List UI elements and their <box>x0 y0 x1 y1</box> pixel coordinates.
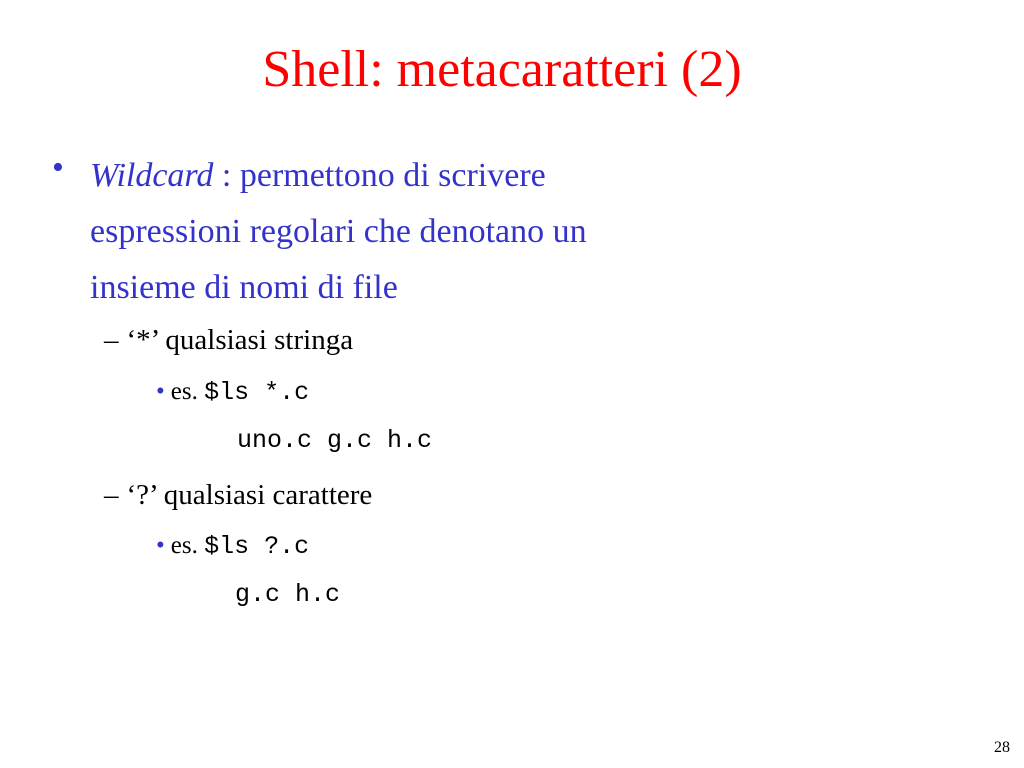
main-bullet-line-1-rest: : permettono di scrivere <box>213 157 546 194</box>
example-question <box>156 530 309 563</box>
example-command: $ls *.c <box>204 378 310 407</box>
wildcard-term: Wildcard <box>90 157 214 194</box>
sub-item-question-label: ‘?’ qualsiasi carattere <box>126 479 373 511</box>
bullet-icon: • <box>156 378 165 405</box>
dash-icon: – <box>104 479 119 511</box>
sub-item-star <box>104 322 353 358</box>
page-number: 28 <box>994 739 1010 756</box>
example-output: g.c h.c <box>235 580 341 609</box>
example-prefix: es. <box>170 532 198 559</box>
example-command: $ls ?.c <box>204 532 310 561</box>
example-prefix: es. <box>170 378 198 405</box>
example-output: uno.c g.c h.c <box>237 426 433 455</box>
main-bullet-line-2: espressioni regolari che denotano un <box>90 213 587 250</box>
bullet-icon: • <box>52 149 64 186</box>
sub-item-question <box>104 477 372 513</box>
bullet-icon: • <box>156 532 165 559</box>
example-star <box>156 376 309 409</box>
dash-icon: – <box>104 324 119 356</box>
main-bullet <box>90 148 810 316</box>
sub-item-star-label: ‘*’ qualsiasi stringa <box>126 324 354 356</box>
slide-title: Shell: metacaratteri (2) <box>262 41 742 98</box>
main-bullet-line-1 <box>90 148 810 204</box>
main-bullet-line-3: insieme di nomi di file <box>90 269 398 306</box>
